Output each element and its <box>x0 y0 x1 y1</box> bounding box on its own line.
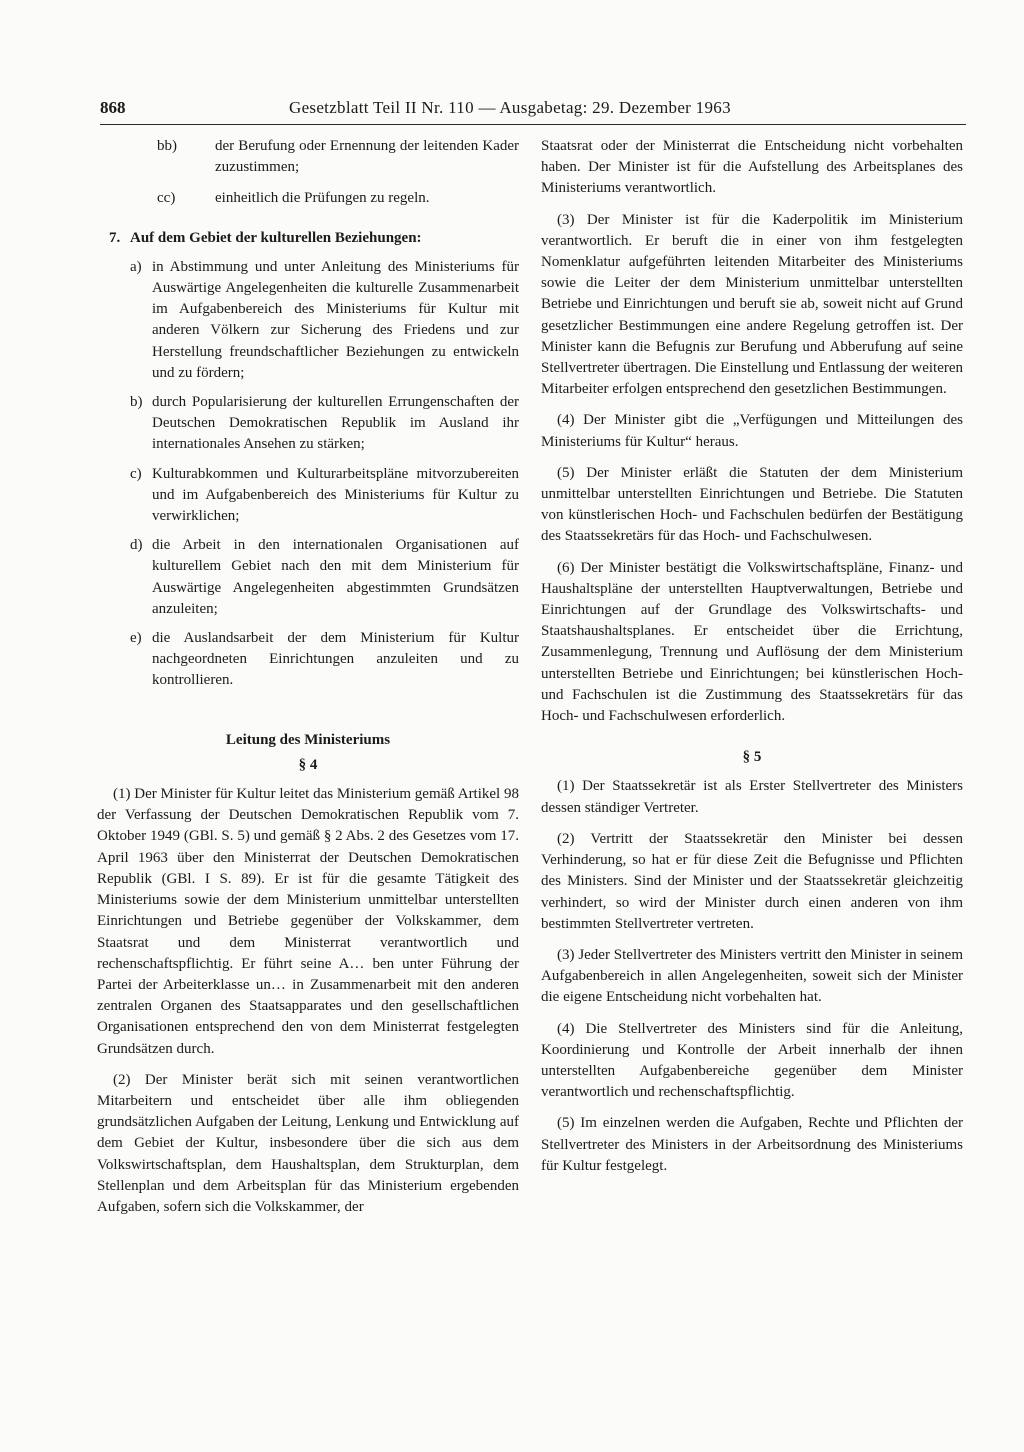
item-heading: Auf dem Gebiet der kulturellen Beziehungen: <box>130 229 422 246</box>
sub-item-text: der Berufung oder Ernennung der leitenden Kader zuzustimmen; <box>215 138 519 176</box>
header-title: Gesetzblatt Teil II Nr. 110 — Ausgabetag: 29. Dezember 1963 <box>289 98 731 117</box>
paragraph: (5) Im einzelnen werden die Aufgaben, Rechte und Pflichten der Stellvertreter des Ministers in der Arbeitsordnung des Ministeriums für Kultur festgelegt. <box>541 1115 963 1174</box>
sub-item-text: einheitlich die Prüfungen zu regeln. <box>215 190 430 207</box>
list-text: die Arbeit in den internationalen Organisationen auf kulturellem Gebiet nach den mit dem Ministerium für Auswärtige Angelegenheiten abgestimmten Grundsätzen anzuleiten; <box>152 537 519 617</box>
paragraph: (2) Vertritt der Staatssekretär den Minister bei dessen Verhinderung, so hat er für diese Zeit die Befugnisse und Pflichten des Ministers. Sind der Minister und der Staatssekretär gleichzeitig verhindert, so wird der Minister durch einen anderen von ihm bestimmten Stellvertreter vertreten. <box>541 830 963 932</box>
sub-item-cc <box>97 188 519 209</box>
sub-item-bb <box>97 136 519 178</box>
list-item-e <box>97 628 519 692</box>
section-title: Leitung des Ministeriums <box>225 731 391 748</box>
page-number: 868 <box>100 98 126 117</box>
list-text: in Abstimmung und unter Anleitung des Ministeriums für Auswärtige Angelegenheiten die kulturelle Zusammenarbeit im Aufgabenbereich des Ministeriums für Kultur mit anderen Völkern zur Sicherung des Friedens und zur Herstellung freundschaftlicher Beziehungen zu entwickeln und zu fördern; <box>152 258 519 381</box>
paragraph: (4) Der Minister gibt die „Verfügungen und Mitteilungen des Ministeriums für Kultur“ heraus. <box>541 412 963 450</box>
sub-item-marker: bb) <box>157 138 177 154</box>
paragraph-sign: § 5 <box>742 749 762 766</box>
paragraph: (5) Der Minister erläßt die Statuten der dem Ministerium unmittelbar unterstellten Einrichtungen und Betriebe. Die Statuten von künstlerischen Hoch- und Fachschulen bedürfen der Bestätigung des Staatssekretärs für das Hoch- und Fachschulwesen. <box>541 464 963 545</box>
list-marker: d) <box>130 537 143 554</box>
list-item-a <box>97 257 519 384</box>
list-text: die Auslandsarbeit der dem Ministerium für Kultur nachgeordneten Einrichtungen anzuleiten und zu kontrollieren. <box>152 630 519 689</box>
left-column <box>97 136 519 1228</box>
paragraph: (2) Der Minister berät sich mit seinen verantwortlichen Mitarbeitern und entscheidet über alle ihm obliegenden grundsätzlichen Aufgaben der Leitung, Lenkung und Entwicklung auf dem Gebiet der Kultur, insbesondere über die sich aus dem Volkswirtschaftsplan, dem Haushaltsplan, dem Strukturplan, dem Stellenplan und dem Arbeitsplan für das Ministerium ergebenden Aufgaben, sofern sich die Volkskammer, der <box>97 1071 519 1215</box>
list-item-d <box>97 535 519 620</box>
paragraph: (6) Der Minister bestätigt die Volkswirtschaftspläne, Finanz- und Haushaltspläne der unterstellten Hauptverwaltungen, Betriebe und Einrichtungen auf der Grundlage des Volkswirtschafts- und Staatshaushaltsplanes. Er entscheidet über die Errichtung, Zusammenlegung, Trennung und Auflösung der dem Ministerium unterstellten Betriebe und Einrichtungen; bei künstlerischen Hoch- und Fachschulen ist die Zustimmung des Staatssekretärs für das Hoch- und Fachschulwesen erforderlich. <box>541 559 963 725</box>
right-column <box>541 136 963 1187</box>
list-text: Kulturabkommen und Kulturarbeitspläne mitvorzubereiten und im Aufgabenbereich des Ministeriums für Kultur zu verwirklichen; <box>152 465 519 525</box>
list-marker: e) <box>130 630 142 647</box>
page-header <box>100 96 966 125</box>
list-marker: b) <box>130 394 143 411</box>
paragraph: Staatsrat oder der Ministerrat die Entscheidung nicht vorbehalten haben. Der Minister ist für die Aufstellung des Arbeitsplanes des Ministeriums verantwortlich. <box>541 138 963 197</box>
list-marker: a) <box>130 258 142 275</box>
list-item-c <box>97 464 519 528</box>
item-7-heading <box>97 228 519 249</box>
sub-item-marker: cc) <box>157 190 176 207</box>
list-item-b <box>97 392 519 456</box>
list-marker: c) <box>130 465 142 482</box>
paragraph: (1) Der Minister für Kultur leitet das Ministerium gemäß Artikel 98 der Verfassung der Deutschen Demokratischen Republik vom 7. Oktober 1949 (GBl. S. 5) und gemäß § 2 Abs. 2 des Gesetzes vom 17. April 1963 über den Ministerrat der Deutschen Demokratischen Republik (GBl. I S. 89). Er ist für die gesamte Tätigkeit des Ministeriums sowie der dem Ministerium unmittelbar unterstellten Einrichtungen und Betriebe gegenüber der Volkskammer, dem Staatsrat und dem Ministerrat verantwortlich und rechenschaftspflichtig. Er führt seine A… ben unter Führung der Partei der Arbeiterklasse un… in Zusammenarbeit mit den anderen zentralen Organen des Staatsapparates und den gesellschaftlichen Organisationen entsprechend den von dem Ministerrat festgelegten Grundsätzen durch. <box>97 786 519 1057</box>
paragraph: (1) Der Staatssekretär ist als Erster Stellvertreter des Ministers dessen ständiger Vertreter. <box>541 778 963 816</box>
list-text: durch Popularisierung der kulturellen Errungenschaften der Deutschen Demokratischen Republik im Ausland ihr internationales Ansehen zu stärken; <box>152 394 519 453</box>
paragraph: (3) Der Minister ist für die Kaderpolitik im Ministerium verantwortlich. Er beruft die in einer von ihm festgelegten Nomenklatur aufgeführten leitenden Mitarbeiter des Ministeriums sowie die Leiter der dem Ministerium unmittelbar unterstellten Betriebe und Einrichtungen und beruft sie ab, soweit nicht auf Grund gesetzlicher Bestimmungen eine andere Regelung getroffen ist. Der Minister kann die Befugnis zur Berufung und Abberufung auf seine Stellvertreter übertragen. Die Einstellung und Entlassung der weiteren Mitarbeiter erfolgen entsprechend den gesetzlichen Bestimmungen. <box>541 211 963 398</box>
paragraph: (3) Jeder Stellvertreter des Ministers vertritt den Minister in seinem Aufgabenbereich in allen Angelegenheiten, soweit sich der Minister die eigene Entscheidung nicht vorbehalten hat. <box>541 946 963 1006</box>
item-number: 7. <box>109 229 121 246</box>
paragraph-sign: § 4 <box>298 756 318 773</box>
paragraph: (4) Die Stellvertreter des Ministers sind für die Anleitung, Koordinierung und Kontrolle der Arbeit innerhalb der ihnen unterstellten Aufgabenbereiche gegenüber dem Minister verantwortlich und rechenschaftspflichtig. <box>541 1020 963 1101</box>
